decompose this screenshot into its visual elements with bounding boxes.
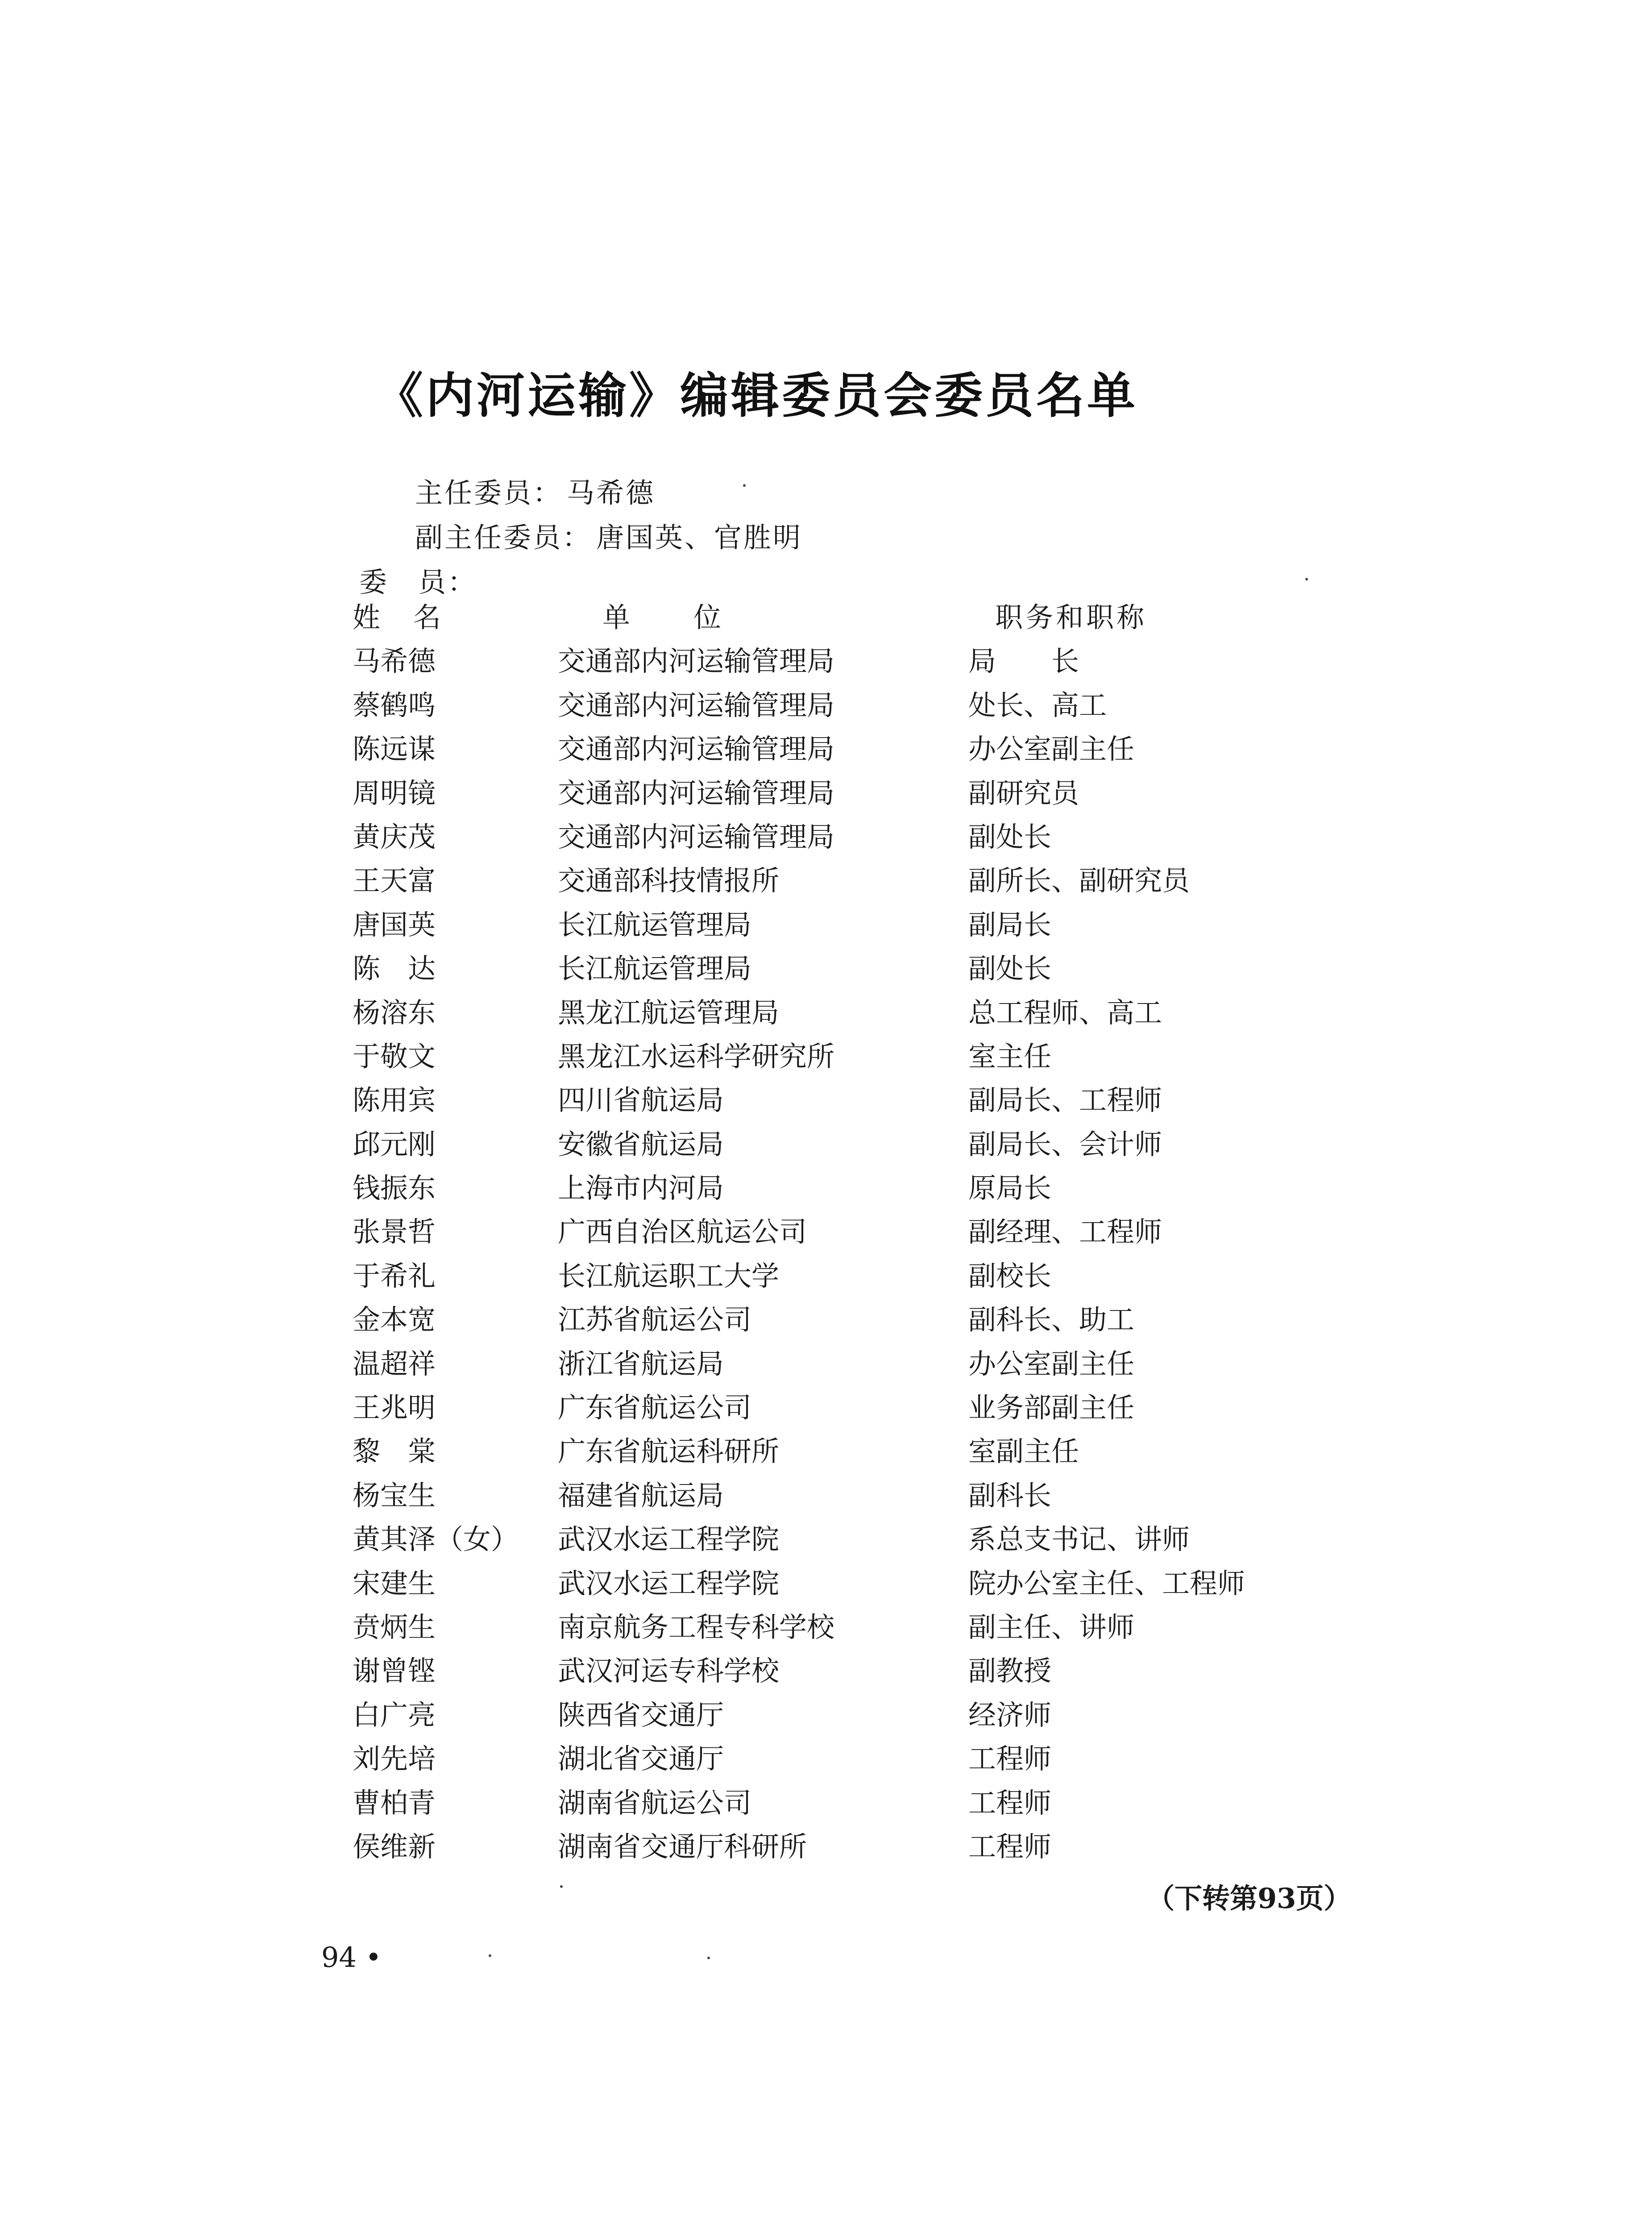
member-title: 室主任 [968, 1040, 1052, 1073]
member-name: 黎 棠 [353, 1435, 436, 1468]
member-unit: 武汉水运工程学院 [558, 1567, 780, 1600]
member-unit: 武汉水运工程学院 [558, 1523, 780, 1556]
table-row [353, 1474, 1357, 1518]
member-title: 副局长、工程师 [968, 1084, 1162, 1117]
member-title: 经济师 [968, 1698, 1052, 1731]
member-unit: 黑龙江航运管理局 [558, 996, 780, 1029]
members-table [353, 596, 1357, 1869]
table-row [353, 1737, 1357, 1781]
table-row [353, 639, 1357, 683]
member-title: 处长、高工 [968, 688, 1107, 722]
member-title: 副科长 [968, 1479, 1052, 1512]
member-title: 副处长 [968, 820, 1052, 853]
member-unit: 湖南省交通厅科研所 [558, 1830, 807, 1863]
vice-chair-line [415, 515, 802, 555]
member-name: 杨溶东 [353, 996, 436, 1029]
table-header-row [353, 596, 1357, 639]
table-row [353, 1605, 1357, 1649]
member-title: 系总支书记、讲师 [968, 1523, 1190, 1556]
table-row [353, 1825, 1357, 1869]
scan-speck [707, 1957, 710, 1959]
member-name: 温超祥 [353, 1347, 436, 1380]
member-title: 副教授 [968, 1655, 1052, 1688]
member-unit: 上海市内河局 [558, 1172, 724, 1205]
member-name: 陈远谋 [353, 733, 436, 766]
chair-line [415, 471, 655, 510]
table-row [353, 1210, 1357, 1254]
member-unit: 四川省航运局 [558, 1084, 724, 1117]
member-name: 马希德 [353, 645, 436, 678]
header-name: 姓 名 [353, 601, 444, 634]
member-unit: 广东省航运公司 [558, 1391, 752, 1424]
member-name: 谢曾铿 [353, 1655, 436, 1688]
member-unit: 江苏省航运公司 [558, 1303, 752, 1336]
member-title: 副局长、会计师 [968, 1128, 1162, 1161]
member-name: 王天富 [353, 864, 436, 897]
scan-speck [560, 1885, 563, 1888]
chair-value: 马希德 [567, 477, 656, 509]
member-name: 黄庆茂 [353, 820, 436, 853]
member-unit: 浙江省航运局 [558, 1347, 724, 1380]
member-unit: 福建省航运局 [558, 1479, 724, 1512]
member-name: 金本宽 [353, 1303, 436, 1336]
member-name: 王兆明 [353, 1391, 436, 1424]
member-unit: 南京航务工程专科学校 [558, 1610, 835, 1643]
member-title: 局 长 [968, 645, 1079, 678]
table-row [353, 1430, 1357, 1473]
table-row [353, 1562, 1357, 1605]
member-unit: 陕西省交通厅 [558, 1698, 724, 1731]
member-name: 邱元刚 [353, 1128, 436, 1161]
member-unit: 长江航运管理局 [558, 908, 752, 941]
member-unit: 交通部内河运输管理局 [558, 776, 835, 809]
table-row [353, 1298, 1357, 1342]
scan-speck [1305, 578, 1308, 581]
table-row [353, 1254, 1357, 1298]
table-row [353, 1035, 1357, 1078]
member-name: 刘先培 [353, 1742, 436, 1775]
member-unit: 长江航运管理局 [558, 952, 752, 985]
member-unit: 交通部科技情报所 [558, 864, 780, 897]
header-title: 职务和职称 [995, 601, 1147, 634]
member-title: 办公室副主任 [968, 1347, 1135, 1380]
member-title: 总工程师、高工 [968, 996, 1162, 1029]
continued-note: （下转第93页） [1147, 1882, 1352, 1915]
table-row [353, 1123, 1357, 1166]
member-name: 宋建生 [353, 1567, 436, 1600]
header-unit: 单 位 [602, 601, 724, 634]
member-title: 工程师 [968, 1830, 1052, 1863]
member-name: 于敬文 [353, 1040, 436, 1073]
member-title: 工程师 [968, 1742, 1052, 1775]
member-title: 副局长 [968, 908, 1052, 941]
member-unit: 湖北省交通厅 [558, 1742, 724, 1775]
member-title: 副所长、副研究员 [968, 864, 1190, 897]
table-row [353, 727, 1357, 771]
member-title: 原局长 [968, 1172, 1052, 1205]
table-row [353, 1342, 1357, 1386]
table-row [353, 1166, 1357, 1210]
member-title: 办公室副主任 [968, 733, 1135, 766]
member-title: 院办公室主任、工程师 [968, 1567, 1245, 1600]
table-row [353, 684, 1357, 727]
member-title: 业务部副主任 [968, 1391, 1135, 1424]
table-row [353, 771, 1357, 815]
scan-speck [743, 484, 746, 487]
member-name: 钱振东 [353, 1172, 436, 1205]
member-title: 副经理、工程师 [968, 1215, 1162, 1248]
member-unit: 交通部内河运输管理局 [558, 820, 835, 853]
table-row [353, 1386, 1357, 1430]
table-body [353, 639, 1357, 1869]
member-unit: 安徽省航运局 [558, 1128, 724, 1161]
table-row [353, 1078, 1357, 1122]
table-row [353, 903, 1357, 947]
member-name: 唐国英 [353, 908, 436, 941]
chair-label: 主任委员： [415, 477, 563, 509]
table-row [353, 991, 1357, 1035]
table-row [353, 1693, 1357, 1737]
member-name: 陈 达 [353, 952, 436, 985]
member-unit: 广西自治区航运公司 [558, 1215, 807, 1248]
member-title: 副科长、助工 [968, 1303, 1135, 1336]
member-name: 陈用宾 [353, 1084, 436, 1117]
member-name: 黄其泽（女） [353, 1523, 519, 1556]
member-name: 于希礼 [353, 1259, 436, 1292]
vice-chair-label: 副主任委员： [415, 521, 592, 554]
member-name: 周明镜 [353, 776, 436, 809]
member-name: 张景哲 [353, 1215, 436, 1248]
member-unit: 黑龙江水运科学研究所 [558, 1040, 835, 1073]
member-unit: 长江航运职工大学 [558, 1259, 780, 1292]
member-name: 蔡鹤鸣 [353, 688, 436, 722]
page-title: 《内河运输》编辑委员会委员名单 [375, 368, 1138, 424]
member-title: 副校长 [968, 1259, 1052, 1292]
table-row [353, 859, 1357, 903]
member-unit: 交通部内河运输管理局 [558, 688, 835, 722]
table-row [353, 1518, 1357, 1561]
member-title: 室副主任 [968, 1435, 1079, 1468]
member-unit: 交通部内河运输管理局 [558, 733, 835, 766]
member-title: 副处长 [968, 952, 1052, 985]
member-title: 副主任、讲师 [968, 1610, 1135, 1643]
table-row [353, 947, 1357, 991]
member-name: 白广亮 [353, 1698, 436, 1731]
table-row [353, 815, 1357, 859]
scan-speck [489, 1954, 491, 1957]
table-row [353, 1649, 1357, 1693]
member-title: 副研究员 [968, 776, 1079, 809]
page-number: 94 • [321, 1941, 382, 1974]
member-name: 侯维新 [353, 1830, 436, 1863]
member-name: 贲炳生 [353, 1610, 436, 1643]
member-unit: 湖南省航运公司 [558, 1786, 752, 1819]
member-name: 杨宝生 [353, 1479, 436, 1512]
member-unit: 交通部内河运输管理局 [558, 645, 835, 678]
vice-chair-value: 唐国英、官胜明 [596, 521, 803, 554]
member-name: 曹柏青 [353, 1786, 436, 1819]
member-unit: 广东省航运科研所 [558, 1435, 780, 1468]
table-row [353, 1781, 1357, 1825]
members-label: 委 员： [359, 566, 477, 598]
member-title: 工程师 [968, 1786, 1052, 1819]
member-unit: 武汉河运专科学校 [558, 1655, 780, 1688]
